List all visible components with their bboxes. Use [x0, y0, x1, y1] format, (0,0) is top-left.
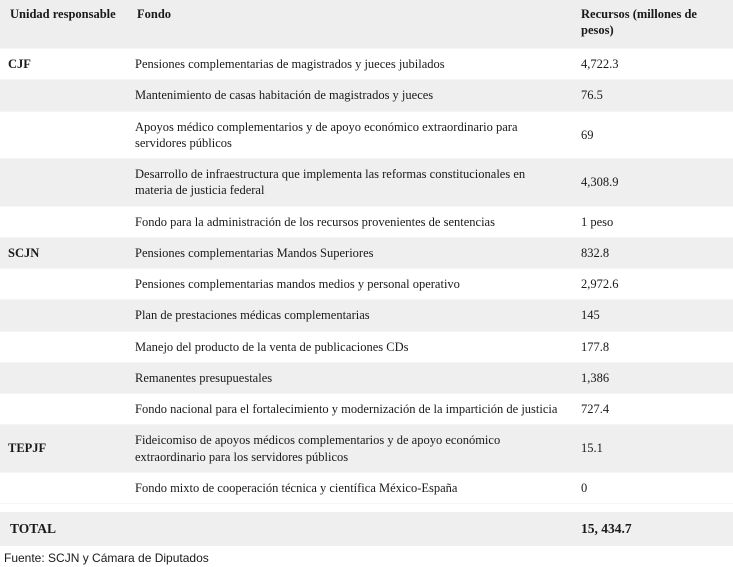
table-row — [0, 237, 733, 268]
cell-recursos: 1,386 — [573, 362, 733, 393]
total-fondo-cell — [127, 511, 573, 546]
total-label: TOTAL — [0, 511, 127, 546]
table-row — [0, 80, 733, 111]
cell-unidad-responsable — [0, 159, 127, 207]
cell-unidad-responsable: TEPJF — [0, 425, 127, 473]
source-note: Fuente: SCJN y Cámara de Diputados — [4, 551, 209, 565]
cell-unidad-responsable: CJF — [0, 49, 127, 80]
table-row — [0, 472, 733, 503]
cell-fondo: Plan de prestaciones médicas complementarias — [127, 300, 573, 331]
total-spacer — [0, 504, 733, 512]
cell-unidad-responsable — [0, 362, 127, 393]
cell-unidad-responsable — [0, 394, 127, 425]
cell-recursos: 832.8 — [573, 237, 733, 268]
cell-recursos: 145 — [573, 300, 733, 331]
table-row — [0, 49, 733, 80]
table-row — [0, 394, 733, 425]
table-row — [0, 362, 733, 393]
table-row — [0, 300, 733, 331]
table-header — [0, 0, 733, 49]
cell-unidad-responsable — [0, 111, 127, 159]
table-row — [0, 331, 733, 362]
cell-fondo: Fondo para la administración de los recursos provenientes de sentencias — [127, 206, 573, 237]
column-header-fondo: Fondo — [137, 7, 172, 21]
cell-unidad-responsable — [0, 300, 127, 331]
table-row — [0, 206, 733, 237]
cell-unidad-responsable — [0, 269, 127, 300]
cell-fondo: Manejo del producto de la venta de publicaciones CDs — [127, 331, 573, 362]
cell-recursos: 4,722.3 — [573, 49, 733, 80]
cell-recursos: 15.1 — [573, 425, 733, 473]
cell-fondo: Pensiones complementarias de magistrados y jueces jubilados — [127, 49, 573, 80]
cell-recursos: 69 — [573, 111, 733, 159]
cell-unidad-responsable — [0, 80, 127, 111]
cell-fondo: Remanentes presupuestales — [127, 362, 573, 393]
total-spacer-cell — [0, 504, 733, 512]
cell-fondo: Desarrollo de infraestructura que implementa las reformas constitucionales en materia de justicia federal — [127, 159, 573, 207]
table-header-row — [0, 0, 733, 49]
table-row — [0, 269, 733, 300]
cell-recursos: 2,972.6 — [573, 269, 733, 300]
cell-fondo: Apoyos médico complementarios y de apoyo económico extraordinario para servidores públicos — [127, 111, 573, 159]
cell-recursos: 727.4 — [573, 394, 733, 425]
cell-fondo: Fondo nacional para el fortalecimiento y modernización de la impartición de justicia — [127, 394, 573, 425]
cell-fondo: Fondo mixto de cooperación técnica y científica México-España — [127, 472, 573, 503]
column-header-recursos: Recursos (millones de pesos) — [581, 7, 697, 37]
table-row — [0, 111, 733, 159]
cell-recursos: 4,308.9 — [573, 159, 733, 207]
cell-fondo: Fideicomiso de apoyos médicos complementarios y de apoyo económico extraordinario para los servidores públicos — [127, 425, 573, 473]
cell-fondo: Pensiones complementarias mandos medios y personal operativo — [127, 269, 573, 300]
cell-recursos: 177.8 — [573, 331, 733, 362]
total-value: 15, 434.7 — [573, 511, 733, 546]
cell-unidad-responsable — [0, 206, 127, 237]
total-row — [0, 511, 733, 546]
cell-unidad-responsable: SCJN — [0, 237, 127, 268]
table-footer — [0, 504, 733, 547]
cell-recursos: 76.5 — [573, 80, 733, 111]
cell-unidad-responsable — [0, 331, 127, 362]
table-row — [0, 159, 733, 207]
cell-recursos: 1 peso — [573, 206, 733, 237]
cell-fondo: Mantenimiento de casas habitación de magistrados y jueces — [127, 80, 573, 111]
cell-fondo: Pensiones complementarias Mandos Superiores — [127, 237, 573, 268]
table-row — [0, 425, 733, 473]
cell-unidad-responsable — [0, 472, 127, 503]
column-header-unidad-responsable: Unidad responsable — [10, 7, 116, 21]
cell-recursos: 0 — [573, 472, 733, 503]
table-body — [0, 49, 733, 504]
